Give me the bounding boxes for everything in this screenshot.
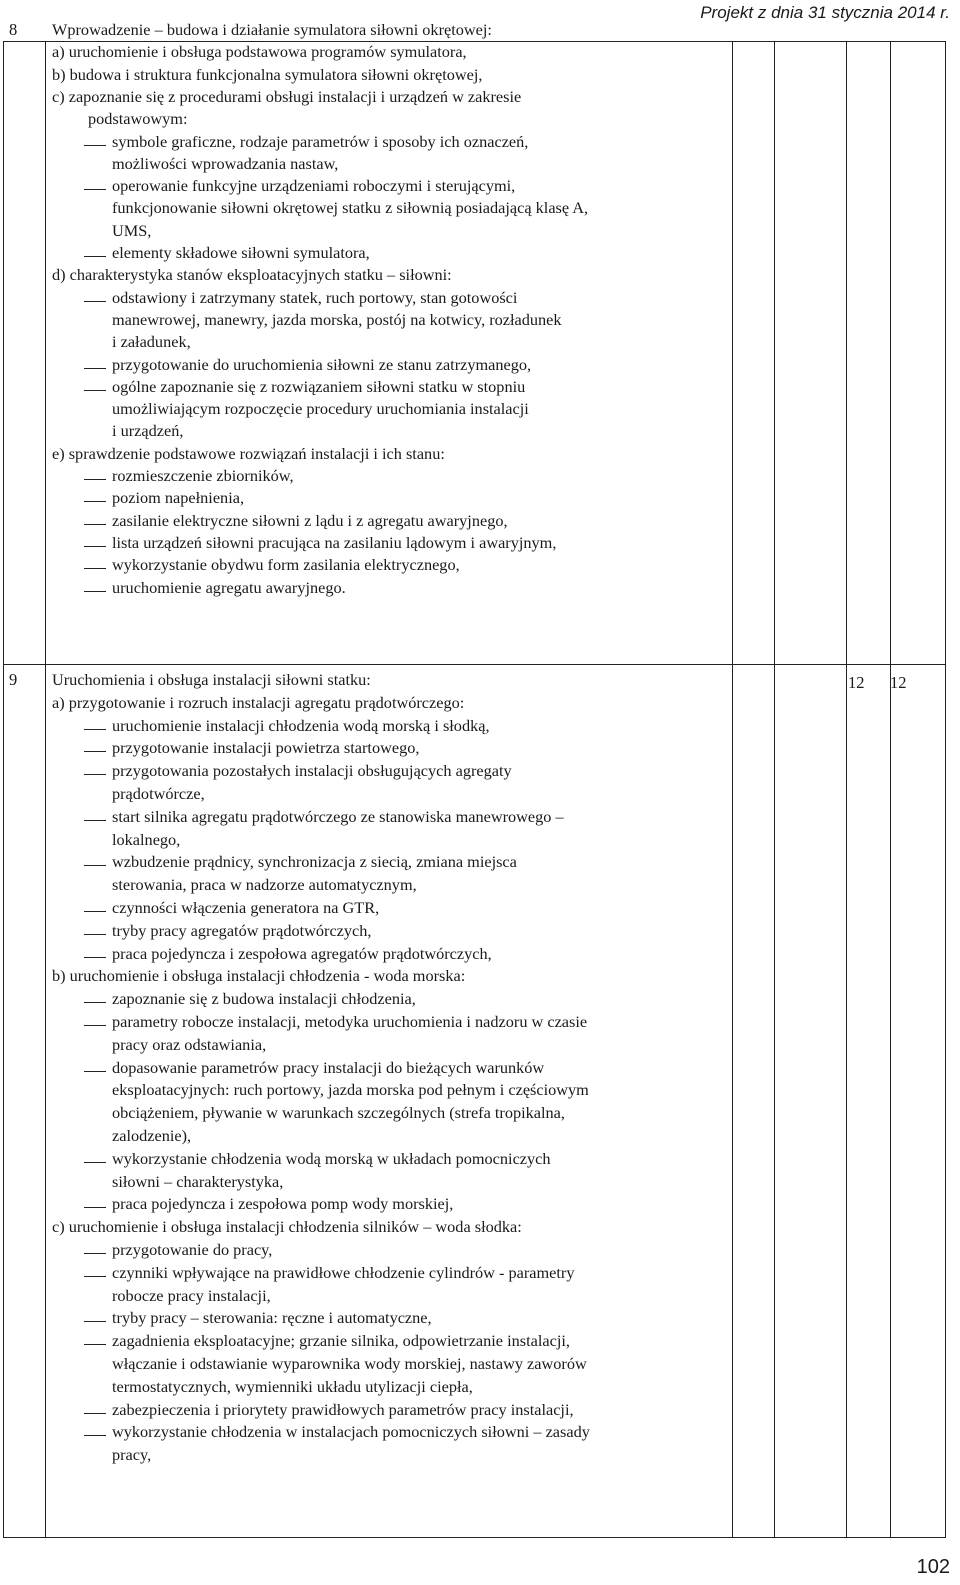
list-item: zasilanie elektryczne siłowni z lądu i z agregatu awaryjnego, xyxy=(112,511,508,530)
section-line: e) sprawdzenie podstawowe rozwiązań instalacji i ich stanu: xyxy=(52,444,445,463)
dash-bullet-icon xyxy=(84,479,106,480)
section-line: b) budowa i struktura funkcjonalna symulatora siłowni okrętowej, xyxy=(52,65,483,84)
dash-bullet-icon xyxy=(84,145,106,146)
list-item: zabezpieczenia i priorytety prawidłowych parametrów pracy instalacji, xyxy=(112,1400,574,1419)
hours-value: 12 xyxy=(890,673,907,692)
list-item: zapoznanie się z budowa instalacji chłodzenia, xyxy=(112,989,416,1008)
dash-bullet-icon xyxy=(84,1162,106,1163)
list-item: tryby pracy agregatów prądotwórczych, xyxy=(112,921,372,940)
section-line: Wprowadzenie – budowa i działanie symulatora siłowni okrętowej: xyxy=(52,20,492,39)
list-item: przygotowanie do uruchomienia siłowni ze stanu zatrzymanego, xyxy=(112,355,532,374)
dash-bullet-icon xyxy=(84,820,106,821)
document-header: Projekt z dnia 31 stycznia 2014 r. xyxy=(700,3,950,22)
dash-bullet-icon xyxy=(84,911,106,912)
list-item: praca pojedyncza i zespołowa pomp wody morskiej, xyxy=(112,1194,454,1213)
list-item: przygotowania pozostałych instalacji obsługujących agregaty xyxy=(112,761,512,780)
row-number: 8 xyxy=(9,20,18,39)
text-line: termostatycznych, wymienniki układu utylizacji ciepła, xyxy=(112,1377,473,1396)
col-divider-hours-3 xyxy=(890,41,891,1538)
list-item: czynniki wpływające na prawidłowe chłodzenie cylindrów - parametry xyxy=(112,1263,575,1282)
list-item: start silnika agregatu prądotwórczego ze stanowiska manewrowego – xyxy=(112,807,564,826)
dash-bullet-icon xyxy=(84,729,106,730)
list-item: zagadnienia eksploatacyjne; grzanie silnika, odpowietrzanie instalacji, xyxy=(112,1331,570,1350)
list-item: elementy składowe siłowni symulatora, xyxy=(112,243,370,262)
dash-bullet-icon xyxy=(84,256,106,257)
table-right-border xyxy=(945,41,946,1538)
text-line: umożliwiającym rozpoczęcie procedury uruchomiania instalacji xyxy=(112,399,529,418)
table-left-border xyxy=(3,41,4,1538)
row-divider xyxy=(3,664,946,665)
list-item: wzbudzenie prądnicy, synchronizacja z siecią, zmiana miejsca xyxy=(112,852,517,871)
list-item: przygotowanie instalacji powietrza startowego, xyxy=(112,738,420,757)
col-divider-content xyxy=(732,41,733,1538)
dash-bullet-icon xyxy=(84,1344,106,1345)
dash-bullet-icon xyxy=(84,301,106,302)
text-line: zalodzenie), xyxy=(112,1126,192,1145)
section-line: a) przygotowanie i rozruch instalacji agregatu prądotwórczego: xyxy=(52,693,465,712)
text-line: obciążeniem, pływanie w warunkach szczególnych (strefa tropikalna, xyxy=(112,1103,565,1122)
dash-bullet-icon xyxy=(84,501,106,502)
list-item: operowanie funkcyjne urządzeniami roboczymi i sterującymi, xyxy=(112,176,516,195)
list-item: praca pojedyncza i zespołowa agregatów prądotwórczych, xyxy=(112,944,492,963)
list-item: parametry robocze instalacji, metodyka uruchomienia i nadzoru w czasie xyxy=(112,1012,588,1031)
dash-bullet-icon xyxy=(84,751,106,752)
list-item: odstawiony i zatrzymany statek, ruch portowy, stan gotowości xyxy=(112,288,518,307)
text-line: siłowni – charakterystyka, xyxy=(112,1172,284,1191)
dash-bullet-icon xyxy=(84,390,106,391)
dash-bullet-icon xyxy=(84,546,106,547)
section-line: c) uruchomienie i obsługa instalacji chłodzenia silników – woda słodka: xyxy=(52,1217,522,1236)
list-item: uruchomienie agregatu awaryjnego. xyxy=(112,578,346,597)
text-line: eksploatacyjnych: ruch portowy, jazda morska pod pełnym i częściowym xyxy=(112,1080,589,1099)
dash-bullet-icon xyxy=(84,591,106,592)
dash-bullet-icon xyxy=(84,1071,106,1072)
row-number: 9 xyxy=(9,670,18,689)
text-line: podstawowym: xyxy=(88,109,188,128)
dash-bullet-icon xyxy=(84,1413,106,1414)
dash-bullet-icon xyxy=(84,524,106,525)
text-line: pracy, xyxy=(112,1445,152,1464)
text-line: włączanie i odstawianie wyparownika wody morskiej, nastawy zaworów xyxy=(112,1354,587,1373)
dash-bullet-icon xyxy=(84,1025,106,1026)
list-item: tryby pracy – sterowania: ręczne i automatyczne, xyxy=(112,1308,432,1327)
section-line: b) uruchomienie i obsługa instalacji chłodzenia - woda morska: xyxy=(52,966,466,985)
text-line: lokalnego, xyxy=(112,830,181,849)
dash-bullet-icon xyxy=(84,1276,106,1277)
text-line: sterowania, praca w nadzorze automatycznym, xyxy=(112,875,417,894)
dash-bullet-icon xyxy=(84,189,106,190)
list-item: przygotowanie do pracy, xyxy=(112,1240,273,1259)
col-divider-hours-2 xyxy=(846,41,847,1538)
text-line: prądotwórcze, xyxy=(112,784,205,803)
col-divider-hours xyxy=(774,41,775,1538)
list-item: wykorzystanie obydwu form zasilania elektrycznego, xyxy=(112,555,460,574)
text-line: UMS, xyxy=(112,221,152,240)
table-bottom-border xyxy=(3,1537,946,1538)
section-line: a) uruchomienie i obsługa podstawowa programów symulatora, xyxy=(52,42,467,61)
list-item: czynności włączenia generatora na GTR, xyxy=(112,898,380,917)
dash-bullet-icon xyxy=(84,1207,106,1208)
list-item: symbole graficzne, rodzaje parametrów i sposoby ich oznaczeń, xyxy=(112,132,529,151)
dash-bullet-icon xyxy=(84,1321,106,1322)
dash-bullet-icon xyxy=(84,368,106,369)
dash-bullet-icon xyxy=(84,934,106,935)
text-line: funkcjonowanie siłowni okrętowej statku z siłownią posiadającą klasę A, xyxy=(112,198,589,217)
dash-bullet-icon xyxy=(84,1002,106,1003)
section-line: Uruchomienia i obsługa instalacji siłowni statku: xyxy=(52,670,371,689)
dash-bullet-icon xyxy=(84,957,106,958)
text-line: i urządzeń, xyxy=(112,421,184,440)
list-item: wykorzystanie chłodzenia wodą morską w układach pomocniczych xyxy=(112,1149,551,1168)
dash-bullet-icon xyxy=(84,774,106,775)
dash-bullet-icon xyxy=(84,568,106,569)
hours-value: 12 xyxy=(848,673,865,692)
list-item: poziom napełnienia, xyxy=(112,488,245,507)
text-line: i załadunek, xyxy=(112,332,191,351)
list-item: rozmieszczenie zbiorników, xyxy=(112,466,294,485)
section-line: d) charakterystyka stanów eksploatacyjnych statku – siłowni: xyxy=(52,265,452,284)
dash-bullet-icon xyxy=(84,865,106,866)
list-item: uruchomienie instalacji chłodzenia wodą morską i słodką, xyxy=(112,716,490,735)
section-line: c) zapoznanie się z procedurami obsługi instalacji i urządzeń w zakresie xyxy=(52,87,522,106)
text-line: manewrowej, manewry, jazda morska, postój na kotwicy, rozładunek xyxy=(112,310,562,329)
list-item: dopasowanie parametrów pracy instalacji do bieżących warunków xyxy=(112,1058,545,1077)
text-line: robocze pracy instalacji, xyxy=(112,1286,271,1305)
dash-bullet-icon xyxy=(84,1435,106,1436)
page-number: 102 xyxy=(916,1556,950,1578)
text-line: możliwości wprowadzania nastaw, xyxy=(112,154,339,173)
list-item: wykorzystanie chłodzenia w instalacjach pomocniczych siłowni – zasady xyxy=(112,1422,590,1441)
text-line: pracy oraz odstawiania, xyxy=(112,1035,267,1054)
list-item: ogólne zapoznanie się z rozwiązaniem siłowni statku w stopniu xyxy=(112,377,526,396)
list-item: lista urządzeń siłowni pracująca na zasilaniu lądowym i awaryjnym, xyxy=(112,533,557,552)
col-divider-number xyxy=(45,41,46,1538)
dash-bullet-icon xyxy=(84,1253,106,1254)
